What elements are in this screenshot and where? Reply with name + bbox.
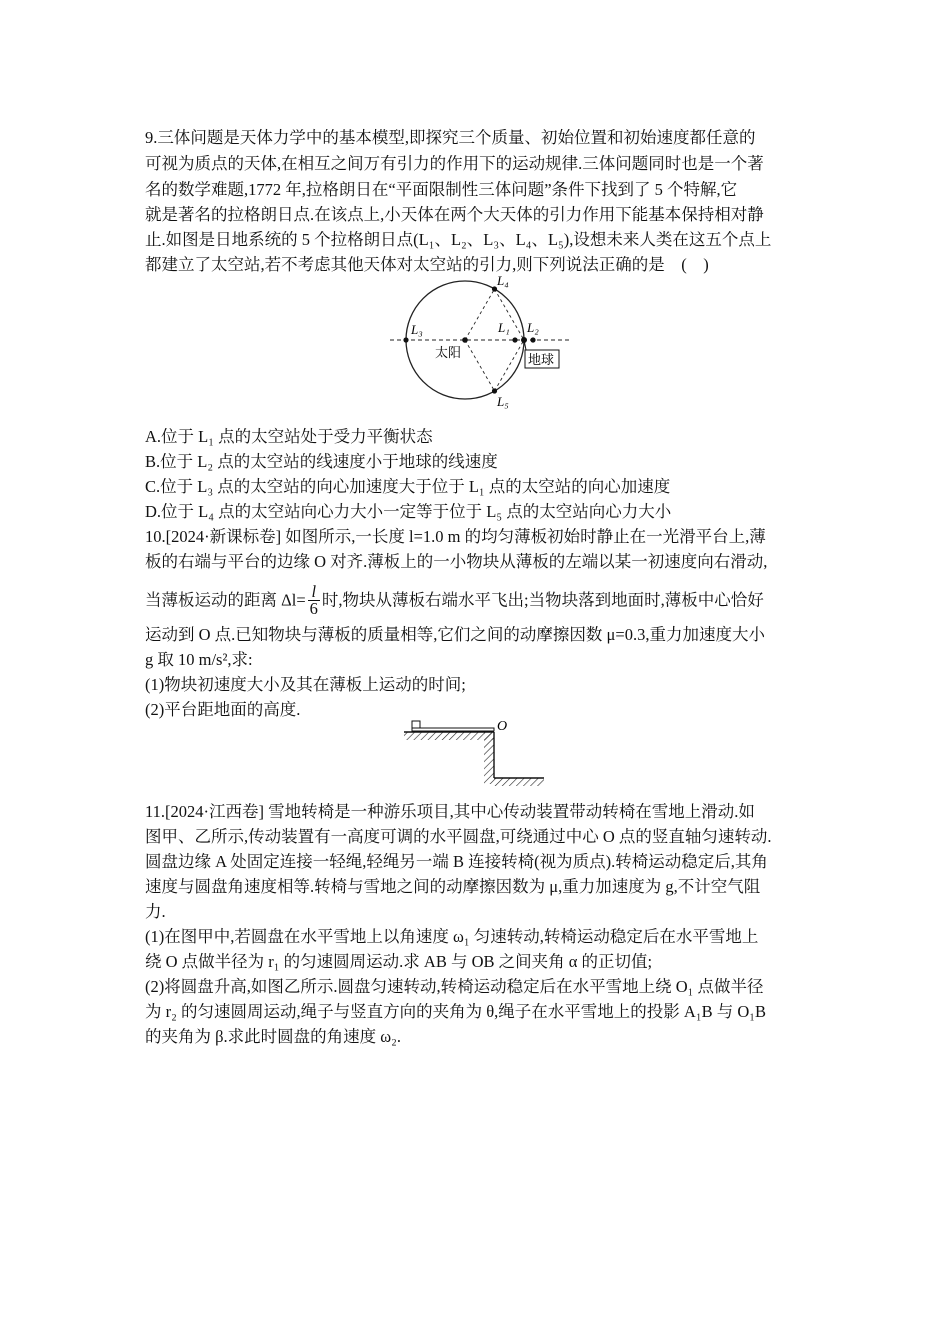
q10-sub-2: (2)平台距地面的高度. <box>145 700 301 719</box>
l2-label: L₂ <box>527 320 539 335</box>
q9-line-2: 可视为质点的天体,在相互之间万有引力的作用下的运动规律.三体问题同时也是一个著 <box>145 154 764 173</box>
fraction-l-over-6 <box>308 584 320 617</box>
earth-label: 地球 <box>528 352 555 367</box>
l3-dot <box>403 337 408 342</box>
point-o-label: O <box>497 719 508 734</box>
q11-line-6: (1)在图甲中,若圆盘在水平雪地上以角速度 ω₁ 匀速转动,转椅运动稳定后在水平雪地上 <box>145 927 759 946</box>
q11-line-9: 为 r₂ 的匀速圆周运动,绳子与竖直方向的夹角为 θ,绳子在水平雪地上的投影 A₁B 与 O₁B <box>145 1002 766 1021</box>
q11-line-4: 速度与圆盘角速度相等.转椅与雪地之间的动摩擦因数为 μ,重力加速度为 g,不计空气阻 <box>145 877 761 896</box>
q10-line-2: 板的右端与平台的边缘 O 对齐.薄板上的一小物块从薄板的左端以某一初速度向右滑动, <box>145 552 768 571</box>
q11-line-3: 圆盘边缘 A 处固定连接一轻绳,轻绳另一端 B 连接转椅(视为质点).转椅运动稳定后,其角 <box>145 852 768 871</box>
fraction-numerator: l <box>308 584 320 601</box>
q11-line-1: 11.[2024·江西卷] 雪地转椅是一种游乐项目,其中心传动装置带动转椅在雪地上滑动.如 <box>145 802 755 821</box>
platform-hatching <box>404 732 494 740</box>
thin-board <box>412 728 494 731</box>
q9-line-6: 都建立了太空站,若不考虑其他天体对太空站的引力,则下列说法正确的是 ( ) <box>145 255 709 274</box>
q10-sub-1: (1)物块初速度大小及其在薄板上运动的时间; <box>145 675 466 694</box>
sun-label: 太阳 <box>435 345 462 360</box>
ground-hatching <box>494 778 544 786</box>
q10-line-3-end: 时,物块从薄板右端水平飞出;当物块落到地面时,薄板中心恰好 <box>321 590 764 610</box>
l5-dot <box>492 388 497 393</box>
q10-line-4: 运动到 O 点.已知物块与薄板的质量相等,它们之间的动摩擦因数 μ=0.3,重力加速度大小 <box>145 625 765 644</box>
small-block <box>412 721 420 728</box>
l5-earth-line <box>495 340 525 391</box>
q11-line-10: 的夹角为 β.求此时圆盘的角速度 ω₂. <box>145 1027 402 1046</box>
q10-line-3-start: 当薄板运动的距离 Δl= <box>145 590 306 610</box>
q9-option-d: D.位于 L₄ 点的太空站向心力大小一定等于位于 L₅ 点的太空站向心力大小 <box>145 502 672 521</box>
platform-figure <box>402 716 552 792</box>
q11-line-7: 绕 O 点做半径为 r₁ 的匀速圆周运动.求 AB 与 OB 之间夹角 α 的正切值; <box>145 952 653 971</box>
q9-line-1: 9.三体问题是天体力学中的基本模型,即探究三个质量、初始位置和初始速度都任意的 <box>145 128 756 147</box>
wall-hatching <box>484 732 494 784</box>
fraction-denominator: 6 <box>309 599 318 618</box>
q11-line-2: 图甲、乙所示,传动装置有一高度可调的水平圆盘,可绕通过中心 O 点的竖直轴匀速转动. <box>145 827 772 846</box>
q10-line-3 <box>145 582 805 618</box>
l3-label: L₃ <box>411 322 423 337</box>
q10-line-1: 10.[2024·新课标卷] 如图所示,一长度 l=1.0 m 的均匀薄板初始时静止在一光滑平台上,薄 <box>145 527 766 546</box>
q10-line-5: g 取 10 m/s²,求: <box>145 650 253 669</box>
q9-line-3: 名的数学难题,1772 年,拉格朗日在“平面限制性三体问题”条件下找到了 5 个特解,它 <box>145 180 738 199</box>
sun-dot <box>462 337 468 343</box>
q9-line-4: 就是著名的拉格朗日点.在该点上,小天体在两个大天体的引力作用下能基本保持相对静 <box>145 205 764 224</box>
q9-option-c: C.位于 L₃ 点的太空站的向心加速度大于位于 L₁ 点的太空站的向心加速度 <box>145 477 671 496</box>
sun-l4-line <box>465 289 495 340</box>
q9-option-a: A.位于 L₁ 点的太空站处于受力平衡状态 <box>145 427 433 446</box>
l5-label: L₅ <box>497 394 509 409</box>
l2-dot <box>530 337 535 342</box>
l1-dot <box>512 337 517 342</box>
q9-line-5: 止.如图是日地系统的 5 个拉格朗日点(L₁、L₂、L₃、L₄、L₅),设想未来人类在这五个点上 <box>145 230 772 249</box>
q11-line-8: (2)将圆盘升高,如图乙所示.圆盘匀速转动,转椅运动稳定后在水平雪地上绕 O₁ 点做半径 <box>145 977 764 996</box>
q11-line-5: 力. <box>145 902 166 921</box>
l1-label: L₁ <box>498 320 510 335</box>
l4-label: L₄ <box>497 273 509 288</box>
lagrange-points-figure <box>385 272 575 412</box>
sun-l5-line <box>465 340 495 391</box>
q9-option-b: B.位于 L₂ 点的太空站的线速度小于地球的线速度 <box>145 452 498 471</box>
